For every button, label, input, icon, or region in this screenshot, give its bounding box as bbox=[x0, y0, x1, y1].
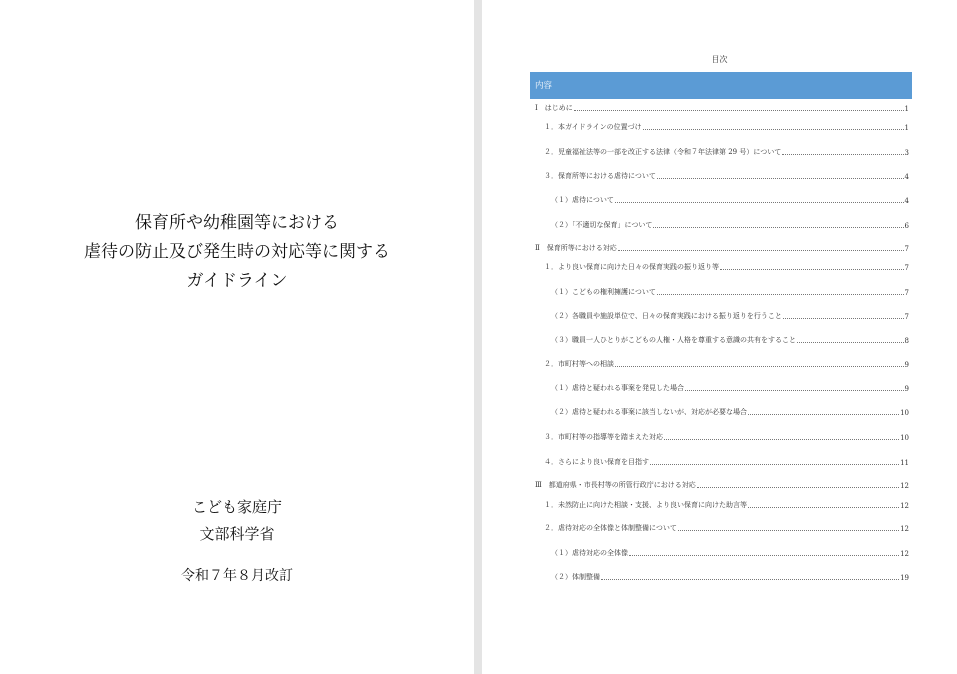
organization-mext: 文部科学省 bbox=[199, 525, 275, 543]
toc-entry-leader bbox=[678, 530, 899, 531]
toc-entry-leader bbox=[601, 579, 899, 580]
toc-page bbox=[482, 0, 957, 674]
toc-entry[interactable] bbox=[530, 521, 909, 533]
toc-entry-page: 7 bbox=[904, 245, 909, 253]
toc-entry-page: 4 bbox=[904, 173, 909, 181]
cover-title bbox=[0, 209, 474, 296]
toc-entry-leader bbox=[748, 507, 899, 508]
toc-entry[interactable] bbox=[530, 546, 909, 558]
toc-entry-leader bbox=[797, 342, 904, 343]
toc-entry-page: 12 bbox=[900, 550, 909, 558]
toc-entry-label: ３．保育所等における虐待について bbox=[544, 172, 656, 180]
toc-entry-label: ２．市町村等への相談 bbox=[544, 360, 614, 368]
toc-entry-label: Ⅰ はじめに bbox=[535, 104, 573, 112]
cover-page bbox=[0, 0, 474, 674]
toc-entry-leader bbox=[574, 110, 904, 111]
toc-entry-leader bbox=[783, 318, 904, 319]
toc-entry[interactable] bbox=[530, 101, 909, 113]
toc-entry-leader bbox=[618, 250, 904, 251]
toc-entry-page: 12 bbox=[900, 482, 909, 490]
toc-entry-page: 19 bbox=[900, 574, 909, 582]
toc-entry-label: １．より良い保育に向けた日々の保育実践の振り返り等 bbox=[544, 263, 719, 271]
cover-title-line-2: 虐待の防止及び発生時の対応等に関する bbox=[84, 242, 390, 262]
toc-entry[interactable] bbox=[530, 309, 909, 321]
toc-entry-page: 9 bbox=[904, 361, 909, 369]
toc-entry-page: 9 bbox=[904, 385, 909, 393]
organization-children-family-agency: こども家庭庁 bbox=[191, 498, 282, 516]
toc-entry-label: ３．市町村等の指導等を踏まえた対応 bbox=[544, 433, 663, 441]
toc-entry[interactable] bbox=[530, 260, 909, 272]
toc-entry-leader bbox=[653, 227, 903, 228]
toc-entry[interactable] bbox=[530, 405, 909, 417]
toc-entry-page: 12 bbox=[900, 525, 909, 533]
toc-entry-label: （２）虐待と疑われる事案に該当しないが、対応が必要な場合 bbox=[551, 408, 747, 416]
toc-entry-leader bbox=[720, 269, 904, 270]
toc-entry-label: ２．児童福祉法等の一部を改正する法律（令和７年法律第 29 号）について bbox=[544, 148, 782, 156]
toc-entry[interactable] bbox=[530, 169, 909, 181]
toc-entry-page: 10 bbox=[900, 409, 909, 417]
toc-entry-label: Ⅱ 保育所等における対応 bbox=[535, 244, 617, 252]
toc-entry[interactable] bbox=[530, 570, 909, 582]
toc-entry-leader bbox=[697, 487, 899, 488]
toc-entry-page: 12 bbox=[900, 502, 909, 510]
toc-entry-label: ２．虐待対応の全体像と体制整備について bbox=[544, 524, 677, 532]
toc-entry[interactable] bbox=[530, 193, 909, 205]
toc-entry-leader bbox=[650, 464, 899, 465]
toc-entry-leader bbox=[643, 129, 904, 130]
toc-entry-page: 7 bbox=[904, 289, 909, 297]
toc-entry[interactable] bbox=[530, 455, 909, 467]
toc-entry-label: （１）虐待対応の全体像 bbox=[551, 549, 628, 557]
toc-entry-leader bbox=[748, 414, 899, 415]
toc-band: 内容 bbox=[530, 72, 912, 99]
toc-entry-label: １．本ガイドラインの位置づけ bbox=[544, 123, 642, 131]
toc-entry-page: 7 bbox=[904, 313, 909, 321]
toc-entry-leader bbox=[629, 555, 899, 556]
cover-title-line-3: ガイドライン bbox=[186, 271, 288, 291]
toc-entry-label: ４．さらにより良い保育を目指す bbox=[544, 458, 649, 466]
toc-entry-leader bbox=[657, 178, 904, 179]
toc-entry[interactable] bbox=[530, 333, 909, 345]
revision-date: 令和７年８月改訂 bbox=[181, 568, 293, 584]
toc-entry-leader bbox=[782, 154, 903, 155]
toc-entry-label: （２）「不適切な保育」について bbox=[551, 221, 653, 229]
toc-entry-page: 6 bbox=[904, 222, 909, 230]
toc-entry[interactable] bbox=[530, 498, 909, 510]
toc-entry-label: Ⅲ 都道府県・市長村等の所管行政庁における対応 bbox=[535, 481, 696, 489]
toc-entry[interactable] bbox=[530, 285, 909, 297]
toc-entry[interactable] bbox=[530, 478, 909, 490]
toc-entry-page: 3 bbox=[904, 149, 909, 157]
toc-entry-leader bbox=[664, 439, 899, 440]
toc-entry-label: （１）虐待と疑われる事案を発見した場合 bbox=[551, 384, 684, 392]
toc-entry-page: 10 bbox=[900, 434, 909, 442]
toc-heading: 目次 bbox=[711, 55, 728, 64]
toc-entry-label: （３）職員一人ひとりがこどもの人権・人格を尊重する意識の共有をすること bbox=[551, 336, 796, 344]
toc-entry-leader bbox=[615, 202, 904, 203]
toc-entry-leader bbox=[615, 366, 904, 367]
toc-entry[interactable] bbox=[530, 241, 909, 253]
toc-entry-label: １．未然防止に向けた相談・支援、より良い保育に向けた助言等 bbox=[544, 501, 747, 509]
toc-entry-page: 1 bbox=[904, 124, 909, 132]
toc-entry-label: （２）各職員や施設単位で、日々の保育実践における振り返りを行うこと bbox=[551, 312, 782, 320]
toc-entry[interactable] bbox=[530, 218, 909, 230]
toc-entry[interactable] bbox=[530, 120, 909, 132]
toc-entry-page: 11 bbox=[900, 459, 909, 467]
cover-organizations bbox=[0, 494, 474, 548]
toc-entry-label: （２）体制整備 bbox=[551, 573, 600, 581]
toc-entry-leader bbox=[657, 294, 904, 295]
toc-entry-page: 1 bbox=[904, 105, 909, 113]
toc-entry[interactable] bbox=[530, 381, 909, 393]
toc-entry[interactable] bbox=[530, 430, 909, 442]
toc-entry-leader bbox=[685, 390, 904, 391]
toc-entry-label: （１）こどもの権利擁護について bbox=[551, 288, 656, 296]
toc-entry-page: 7 bbox=[904, 264, 909, 272]
cover-title-line-1: 保育所や幼稚園等における bbox=[135, 213, 339, 233]
toc-entry[interactable] bbox=[530, 357, 909, 369]
toc-entry-page: 8 bbox=[904, 337, 909, 345]
toc-entry-page: 4 bbox=[904, 197, 909, 205]
toc-entry[interactable] bbox=[530, 145, 909, 157]
toc-entry-label: （１）虐待について bbox=[551, 196, 614, 204]
